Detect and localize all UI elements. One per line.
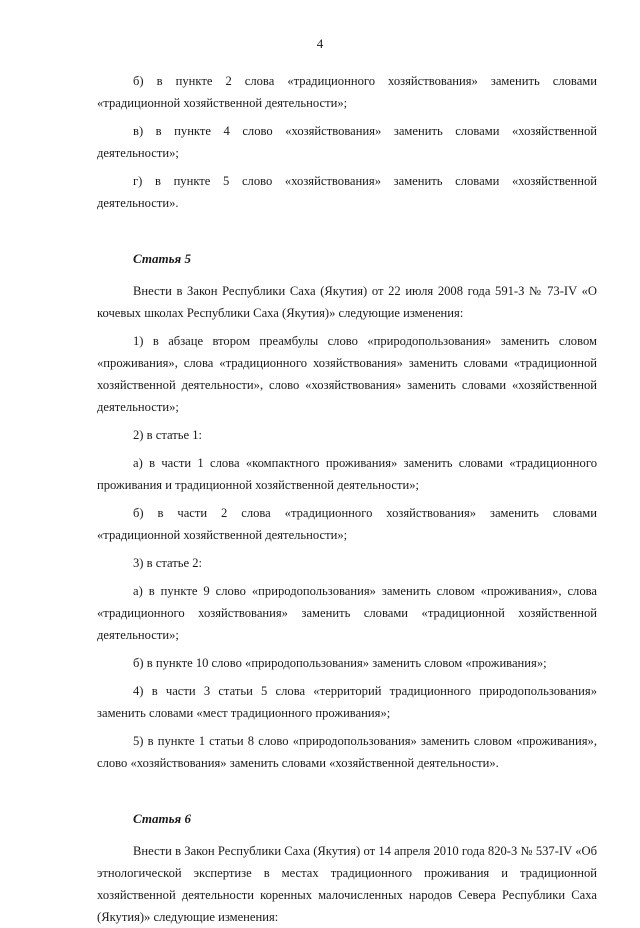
article-5-heading: Статья 5 <box>133 251 191 266</box>
article-5-item-2a: а) в части 1 слова «компактного проживания» заменить словами «традиционного проживания и традиционной хозяйственной деятельности»; <box>97 456 597 492</box>
article-5-item-3a: а) в пункте 9 слово «природопользования» заменить словом «проживания», слова «традиционного хозяйствования» заменить словами «традиционной хозяйственной деятельности»; <box>97 584 597 642</box>
article-6-heading: Статья 6 <box>133 811 191 826</box>
article-5-item-1: 1) в абзаце втором преамбулы слово «природопользования» заменить словом «проживания», слова «традиционного хозяйствования» заменить словами «традиционной хозяйственной деятельности», слово «хозяйствования» заменить словами «хозяйственной деятельности»; <box>97 334 597 414</box>
article-5-item-3: 3) в статье 2: <box>133 556 203 570</box>
article-5-item-5: 5) в пункте 1 статьи 8 слово «природопользования» заменить словом «проживания», слово «хозяйствования» заменить словами «хозяйственной деятельности». <box>97 734 597 770</box>
paragraph-intro-v: в) в пункте 4 слово «хозяйствования» заменить словами «хозяйственной деятельности»; <box>97 124 597 160</box>
article-6-lead: Внести в Закон Республики Саха (Якутия) от 14 апреля 2010 года 820-З № 537-IV «Об этнологической экспертизе в местах традиционного проживания и традиционной хозяйственной деятельности коренных малочисленных народов Севера Республики Саха (Якутия)» следующие изменения: <box>97 844 597 924</box>
paragraph-intro-g: г) в пункте 5 слово «хозяйствования» заменить словами «хозяйственной деятельности». <box>97 174 597 210</box>
article-5-item-4: 4) в части 3 статьи 5 слова «территорий традиционного природопользования» заменить словами «мест традиционного проживания»; <box>97 684 597 720</box>
document-body <box>97 70 597 928</box>
article-5-item-2: 2) в статье 1: <box>133 428 203 442</box>
page-number: 4 <box>316 36 324 51</box>
article-5-item-2b: б) в части 2 слова «традиционного хозяйствования» заменить словами «традиционной хозяйственной деятельности»; <box>97 506 597 542</box>
article-5-lead: Внести в Закон Республики Саха (Якутия) от 22 июля 2008 года 591-З № 73-IV «О кочевых школах Республики Саха (Якутия)» следующие изменения: <box>97 284 597 320</box>
article-5-item-3b: б) в пункте 10 слово «природопользования» заменить словом «проживания»; <box>133 656 547 670</box>
paragraph-intro-b: б) в пункте 2 слова «традиционного хозяйствования» заменить словами «традиционной хозяйственной деятельности»; <box>97 74 597 110</box>
